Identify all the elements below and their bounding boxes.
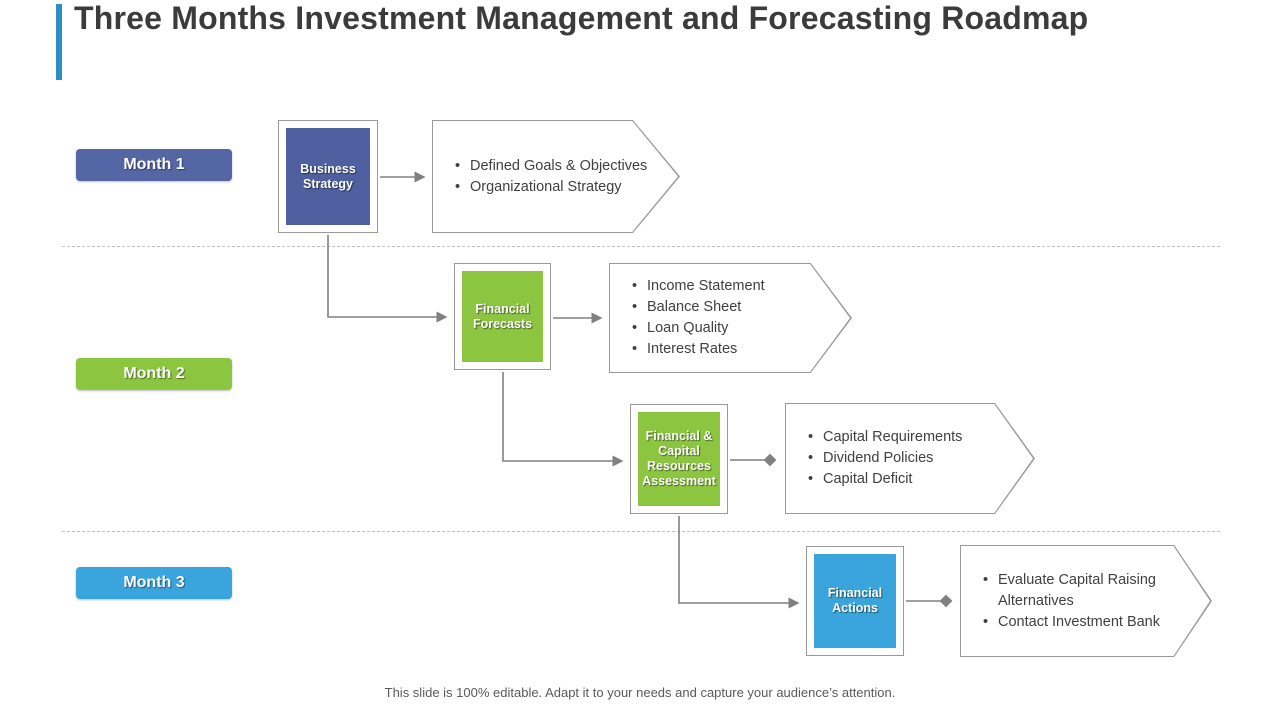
list-item: • Capital Requirements bbox=[823, 427, 962, 448]
title-bar bbox=[0, 0, 1280, 90]
callout-business-strategy-details[interactable] bbox=[432, 120, 680, 233]
stage-financial-actions-line1: Financial bbox=[827, 586, 883, 600]
callout-4-content bbox=[960, 545, 1212, 657]
month-1-label: Month 1 bbox=[76, 149, 232, 181]
callout-capital-assessment-details[interactable] bbox=[785, 403, 1035, 514]
list-item: • Capital Deficit bbox=[823, 469, 962, 490]
list-item: • Defined Goals & Objectives bbox=[470, 156, 647, 177]
callout-1-content bbox=[432, 120, 680, 233]
callout-3-content bbox=[785, 403, 1035, 514]
list-item: • Evaluate Capital Raising Alternatives bbox=[998, 570, 1173, 612]
row-divider-1 bbox=[62, 246, 1220, 247]
stage-financial-actions-line2: Actions bbox=[832, 601, 878, 615]
list-item: • Balance Sheet bbox=[647, 297, 765, 318]
list-item: • Loan Quality bbox=[647, 318, 765, 339]
callout-4-list bbox=[960, 570, 1173, 633]
title-accent-bar bbox=[56, 4, 62, 80]
callout-2-list bbox=[609, 276, 765, 360]
callout-2-content bbox=[609, 263, 852, 373]
list-item: • Contact Investment Bank bbox=[998, 612, 1173, 633]
row-divider-2 bbox=[62, 531, 1220, 532]
stage-financial-forecasts-line2: Forecasts bbox=[472, 316, 533, 331]
stage-business-strategy-line1: Business bbox=[300, 161, 356, 176]
stage-capital-assessment[interactable] bbox=[630, 404, 728, 514]
stage-financial-forecasts-inner bbox=[462, 271, 543, 362]
callout-financial-actions-details[interactable] bbox=[960, 545, 1212, 657]
stage-capital-assessment-line2: Capital bbox=[658, 444, 700, 458]
list-item: • Interest Rates bbox=[647, 339, 765, 360]
stage-financial-forecasts-line1: Financial bbox=[475, 301, 530, 316]
stage-capital-assessment-line4: Assessment bbox=[642, 474, 716, 488]
page-title: Three Months Investment Management and Forecasting Roadmap bbox=[74, 0, 1089, 36]
stage-business-strategy-inner bbox=[286, 128, 370, 225]
list-item: • Organizational Strategy bbox=[470, 177, 647, 198]
stage-capital-assessment-line3: Resources bbox=[647, 459, 711, 473]
stage-capital-assessment-line1: Financial & bbox=[645, 429, 713, 443]
stage-financial-forecasts[interactable] bbox=[454, 263, 551, 370]
stage-financial-actions[interactable] bbox=[806, 546, 904, 656]
stage-capital-assessment-inner bbox=[638, 412, 720, 506]
list-item: • Dividend Policies bbox=[823, 448, 962, 469]
callout-financial-forecasts-details[interactable] bbox=[609, 263, 852, 373]
footer-note: This slide is 100% editable. Adapt it to your needs and capture your audience’s attention. bbox=[384, 685, 896, 700]
month-2-label: Month 2 bbox=[76, 358, 232, 390]
callout-1-list bbox=[432, 156, 647, 198]
stage-financial-actions-inner bbox=[814, 554, 896, 648]
stage-business-strategy[interactable] bbox=[278, 120, 378, 233]
stage-business-strategy-line2: Strategy bbox=[302, 176, 354, 191]
month-3-label: Month 3 bbox=[76, 567, 232, 599]
callout-3-list bbox=[785, 427, 962, 490]
list-item: • Income Statement bbox=[647, 276, 765, 297]
